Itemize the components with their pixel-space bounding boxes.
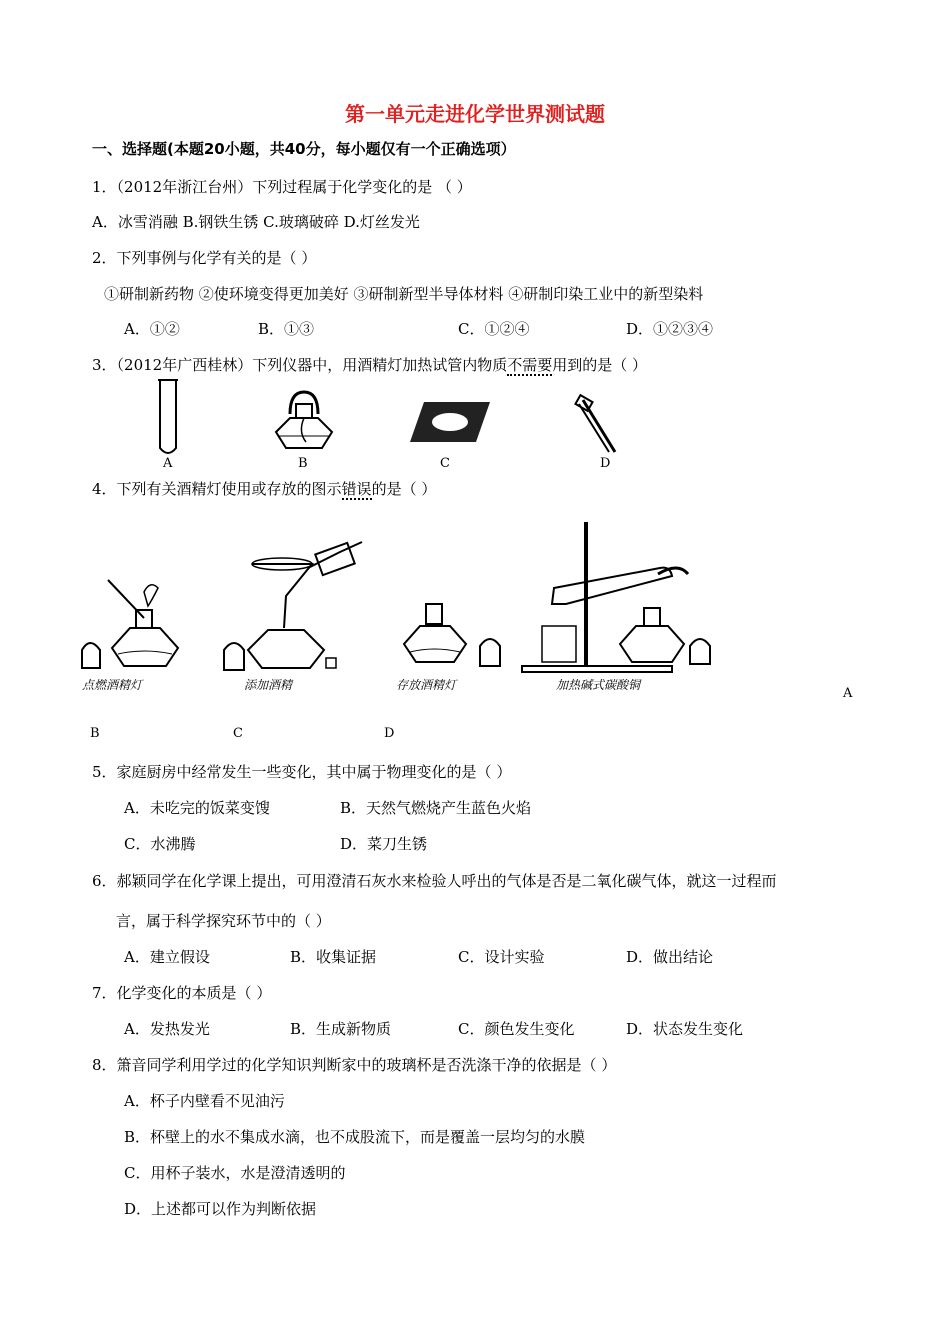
q2-option-c: C．①②④ xyxy=(458,320,530,338)
test-tube-holder-figure xyxy=(575,396,625,456)
q4-caption-4: 加热碱式碳酸铜 xyxy=(556,678,641,692)
q6-option-a: A．建立假设 xyxy=(124,948,210,966)
q3-emphasis: 不需要 xyxy=(507,356,553,374)
q7-option-b: B．生成新物质 xyxy=(290,1020,392,1038)
q5-option-b: B．天然气燃烧产生蓝色火焰 xyxy=(340,799,532,817)
q4-emphasis: 错误 xyxy=(341,480,372,498)
q8-stem: 8．箫音同学利用学过的化学知识判断家中的玻璃杯是否洗涤干净的依据是（ ） xyxy=(92,1056,617,1074)
q6-option-d: D．做出结论 xyxy=(626,948,714,966)
q6-option-b: B．收集证据 xyxy=(290,948,377,966)
q8-option-a: A．杯子内壁看不见油污 xyxy=(124,1092,285,1110)
asbestos-gauze-figure xyxy=(410,402,490,442)
q3-label-a: A xyxy=(163,456,173,471)
q2-option-a: A．①② xyxy=(124,320,180,338)
q6-stem-line1: 6．郝颖同学在化学课上提出，可用澄清石灰水来检验人呼出的气体是否是二氧化碳气体，就这一过程而 xyxy=(92,872,777,890)
q8-option-b: B．杯壁上的水不集成水滴，也不成股流下，而是覆盖一层均匀的水膜 xyxy=(124,1128,586,1146)
q5-option-d: D．菜刀生锈 xyxy=(340,835,428,853)
alcohol-lamp-figure xyxy=(268,384,338,456)
heating-copper-figure xyxy=(520,518,720,678)
q5-stem: 5．家庭厨房中经常发生一些变化，其中属于物理变化的是（ ） xyxy=(92,763,512,781)
q4-label-a: A xyxy=(843,686,853,701)
q6-option-c: C．设计实验 xyxy=(458,948,545,966)
lighting-lamp-figure xyxy=(78,570,198,680)
q8-option-c: C．用杯子装水，水是澄清透明的 xyxy=(124,1164,346,1182)
q4-label-d: D xyxy=(384,726,395,741)
q3-label-d: D xyxy=(600,456,611,471)
adding-alcohol-figure xyxy=(222,540,382,680)
q3-stem: 3．（2012年广西桂林）下列仪器中，用酒精灯加热试管内物质不需要用到的是（ ） xyxy=(92,356,648,374)
q1-options: A．冰雪消融 B.钢铁生锈 C.玻璃破碎 D.灯丝发光 xyxy=(92,213,420,231)
q4-stem: 4．下列有关酒精灯使用或存放的图示错误的是（ ） xyxy=(92,480,437,498)
q7-stem: 7．化学变化的本质是（ ） xyxy=(92,984,272,1002)
q2-option-b: B．①③ xyxy=(258,320,315,338)
q4-caption-3: 存放酒精灯 xyxy=(396,678,457,692)
q4-label-c: C xyxy=(233,726,243,741)
q4-caption-2: 添加酒精 xyxy=(244,678,293,692)
q7-option-c: C．颜色发生变化 xyxy=(458,1020,575,1038)
q7-option-d: D．状态发生变化 xyxy=(626,1020,744,1038)
page-title: 第一单元走进化学世界测试题 xyxy=(345,102,605,126)
q6-stem-line2: 言，属于科学探究环节中的（ ） xyxy=(116,912,331,930)
q5-option-a: A．未吃完的饭菜变馊 xyxy=(124,799,270,817)
q4-label-b: B xyxy=(90,726,100,741)
section-heading: 一、选择题(本题20小题，共40分，每小题仅有一个正确选项） xyxy=(92,140,516,158)
q2-stem: 2．下列事例与化学有关的是（ ） xyxy=(92,249,317,267)
q5-option-c: C．水沸腾 xyxy=(124,835,196,853)
q3-label-c: C xyxy=(440,456,450,471)
q2-items: ①研制新药物 ②使环境变得更加美好 ③研制新型半导体材料 ④研制印染工业中的新型染料 xyxy=(104,285,704,303)
q1-stem: 1．（2012年浙江台州）下列过程属于化学变化的是 （ ） xyxy=(92,178,472,196)
q7-option-a: A．发热发光 xyxy=(124,1020,210,1038)
q2-option-d: D．①②③④ xyxy=(626,320,714,338)
test-tube-figure xyxy=(150,378,190,458)
q3-label-b: B xyxy=(298,456,308,471)
q4-caption-1: 点燃酒精灯 xyxy=(82,678,143,692)
storing-lamp-figure xyxy=(390,600,510,680)
q8-option-d: D．上述都可以作为判断依据 xyxy=(124,1200,317,1218)
